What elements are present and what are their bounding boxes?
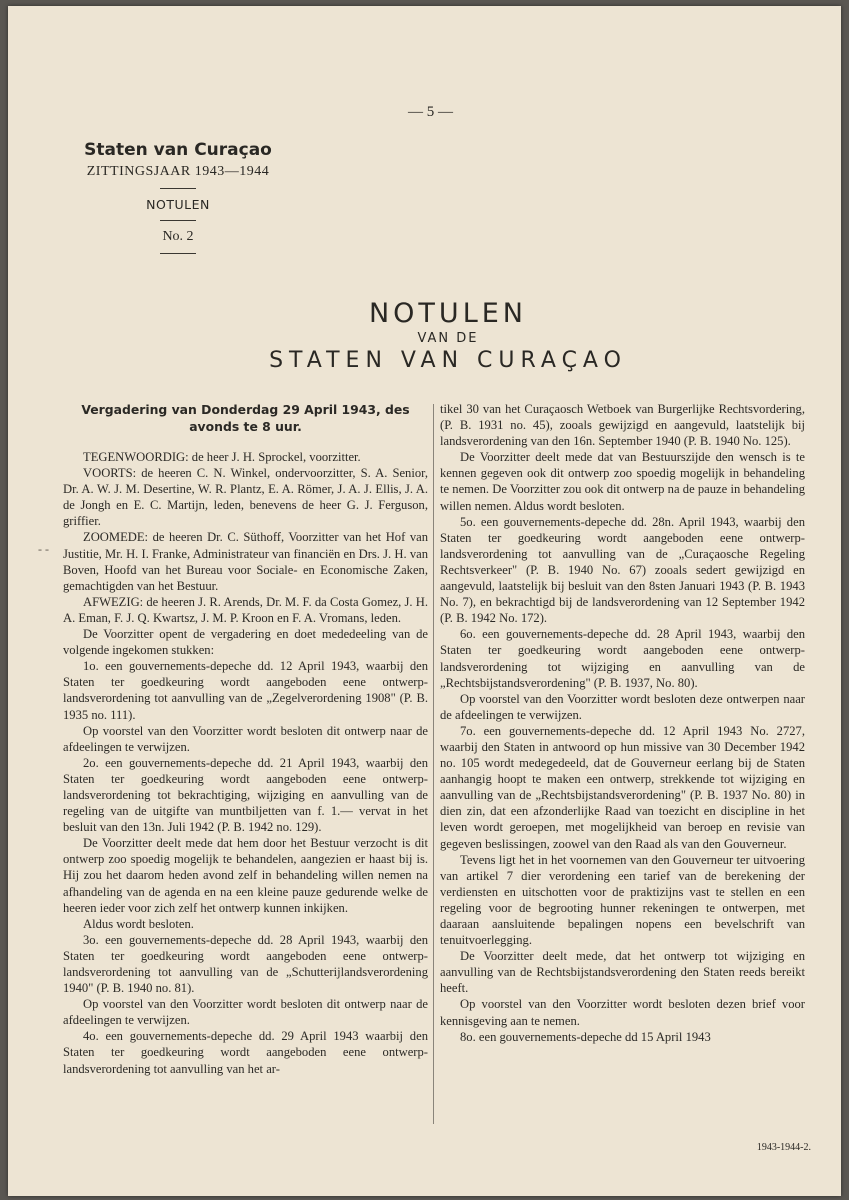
divider <box>160 253 196 254</box>
paragraph: Aldus wordt besloten. <box>83 916 194 931</box>
page-number: — 5 — <box>408 104 453 120</box>
paragraph: AFWEZIG: de heeren J. R. Arends, Dr. M. F. da Costa Gomez, J. H. A. Eman, F. J. Q. Kwartsz, J. M. P. Kroon en F. A. Vromans, leden. <box>63 594 428 625</box>
footer-code: 1943-1944-2. <box>756 1142 811 1153</box>
paragraph: 3o. een gouvernements-depeche dd. 28 April 1943, waarbij den Staten ter goedkeuring wordt aangeboden eene ontwerp-landsverordening tot aanvulling van de „Schutterijlandsverordening 1940" (P. B. 1940 no. 81). <box>63 932 428 996</box>
paragraph: 4o. een gouvernements-depeche dd. 29 April 1943 waarbij den Staten ter goedkeuring wordt aangeboden eene ontwerp-landsverordening tot aanvulling van het ar- <box>63 1029 428 1076</box>
paragraph: De Voorzitter opent de vergadering en doet mededeeling van de volgende ingekomen stukken: <box>63 627 428 658</box>
paragraph: TEGENWOORDIG: de heer J. H. Sprockel, voorzitter. <box>83 450 361 464</box>
paragraph: De Voorzitter deelt mede dat van Bestuurszijde den wensch is te kennen gegeven ook dit ontwerp zoo spoedig mogelijk in behandeling te nemen. De Voorzitter zou ook dit ontwerp na de pauze in behandeling willen nemen. Aldus wordt besloten. <box>440 450 805 513</box>
document-number: No. 2 <box>162 229 194 244</box>
margin-mark: - - <box>38 542 49 556</box>
paragraph: tikel 30 van het Curaçaosch Wetboek van Burgerlijke Rechtsvordering, (P. B. 1931 no. 45), zooals gewijzigd en aangevuld, laatstelijk bij landsverordening van den 16n. September 1940 (P. B. 1940 No. 125). <box>440 402 805 449</box>
divider <box>160 188 196 189</box>
paragraph: 1o. een gouvernements-depeche dd. 12 April 1943, waarbij den Staten ter goedkeuring wordt aangeboden eene ontwerp-landsverordening tot aanvulling van de „Zegelverordening 1908" (P. B. 1935 no. 111). <box>63 659 428 722</box>
right-column <box>440 401 805 1045</box>
main-title-line2: VAN DE <box>417 331 479 346</box>
paragraph: Op voorstel van den Voorzitter wordt besloten dezen brief voor kennisgeving aan te nemen. <box>440 997 805 1028</box>
paragraph: ZOOMEDE: de heeren Dr. C. Süthoff, Voorzitter van het Hof van Justitie, Mr. H. I. Franke, Administrateur van financiën en Drs. J. H. van Boven, Hoofd van het Bureau voor Sociale- en Economische Zaken, gemachtigden van het Bestuur. <box>63 530 428 593</box>
paragraph: VOORTS: de heeren C. N. Winkel, ondervoorzitter, S. A. Senior, Dr. A. W. J. M. Desertine, W. R. Plantz, E. A. Römer, J. A. J. Ellis, J. A. de Jongh en E. C. Martijn, leden, benevens de heer G. J. Ferguson, griffier. <box>63 466 428 529</box>
paragraph: 5o. een gouvernements-depeche dd. 28n. April 1943, waarbij den Staten ter goedkeuring wordt aangeboden eene ontwerp-landsverordening tot aanvulling van de „Curaçaosche Regeling Rechtsverkeer" (P. B. 1940 No. 67) zooals sedert gewijzigd en aangevuld, laatstelijk bij besluit van den 8sten Januari 1943 (P. B. 1943 No. 7), en bekrachtigd bij de landsverordening van 12 September 1942 (P. B. 1942 No. 172). <box>440 514 805 626</box>
column-divider <box>433 404 434 1124</box>
paragraph: 2o. een gouvernements-depeche dd. 21 April 1943, waarbij den Staten ter goedkeuring wordt aangeboden eene ontwerp-landsverordening tot bekrachtiging, wijziging en aanvulling van de regeling van de uitgifte van muntbiljetten van f. 1.— vervat in het besluit van den 13n. Juli 1942 (P. B. 1942 no. 129). <box>63 755 428 835</box>
main-title-line3: STATEN VAN CURAÇAO <box>269 348 627 373</box>
paragraph: Op voorstel van den Voorzitter wordt besloten deze ontwerpen naar de afdeelingen te verwijzen. <box>440 691 805 722</box>
masthead-title: Staten van Curaçao <box>84 140 272 160</box>
main-title-line1: NOTULEN <box>368 298 527 329</box>
masthead <box>68 136 288 262</box>
divider <box>160 220 196 221</box>
document-page <box>8 6 841 1196</box>
paragraph: Tevens ligt het in het voornemen van den Gouverneur ter uitvoering van artikel 7 dier verordening een tarief van de berekening der verdiensten en uitschotten voor de praktizijns vast te stellen en een regeling voor de begrooting hunner rekeningen te ontwerpen, met daaraan aansluitende bepalingen nopens een bevelschrift van tenuitvoerlegging. <box>440 852 805 948</box>
session-year: ZITTINGSJAAR 1943—1944 <box>86 164 270 179</box>
paragraph: De Voorzitter deelt mede dat hem door het Bestuur verzocht is dit ontwerp zoo spoedig mogelijk te behandelen, aangezien er haast bij is. Hij zou het daarom heden avond zelf in behandeling willen nemen na afhandeling van de agenda en na een kleine pauze gedurende welke de heeren ieder voor zich zelf het ontwerp kunnen inkijken. <box>63 836 428 915</box>
document-type: NOTULEN <box>146 197 210 212</box>
left-column <box>63 401 428 1077</box>
paragraph: 8o. een gouvernements-depeche dd 15 April 1943 <box>460 1029 711 1044</box>
paragraph: Op voorstel van den Voorzitter wordt besloten dit ontwerp naar de afdeelingen te verwijzen. <box>63 723 428 754</box>
paragraph: Op voorstel van den Voorzitter wordt besloten dit ontwerp naar de afdeelingen te verwijzen. <box>63 997 428 1028</box>
paragraph: De Voorzitter deelt mede, dat het ontwerp tot wijziging en aanvulling van de Rechtsbijstandsverordening den Staten reeds bereikt heeft. <box>440 949 805 996</box>
meeting-heading: Vergadering van Donderdag 29 April 1943, des avonds te 8 uur. <box>81 402 410 434</box>
paragraph: 7o. een gouvernements-depeche dd. 12 April 1943 No. 2727, waarbij den Staten in antwoord op hun missive van 30 December 1942 no. 105 wordt medegedeeld, dat de Gouverneur eerlang bij de Staten aanhangig hoopt te maken een ontwerp, strekkende tot wijziging en aanvulling van de „Rechtsbijstandsverordening" (P. B. 1937 No. 80) in dien zin, dat een afzonderlijke Raad van toezicht en discipline in het leven wordt geroepen, met mogelijkheid van beroep en revisie van gegeven beslissingen, zoowel van den Raad als van den Gouverneur. <box>440 723 805 851</box>
paragraph: 6o. een gouvernements-depeche dd. 28 April 1943, waarbij den Staten ter goedkeuring wordt aangeboden eene ontwerp-landsverordening tot wijziging en aanvulling van de „Rechtsbijstandsverordening" (P. B. 1937, No. 80). <box>440 627 805 690</box>
main-title <box>188 298 708 373</box>
